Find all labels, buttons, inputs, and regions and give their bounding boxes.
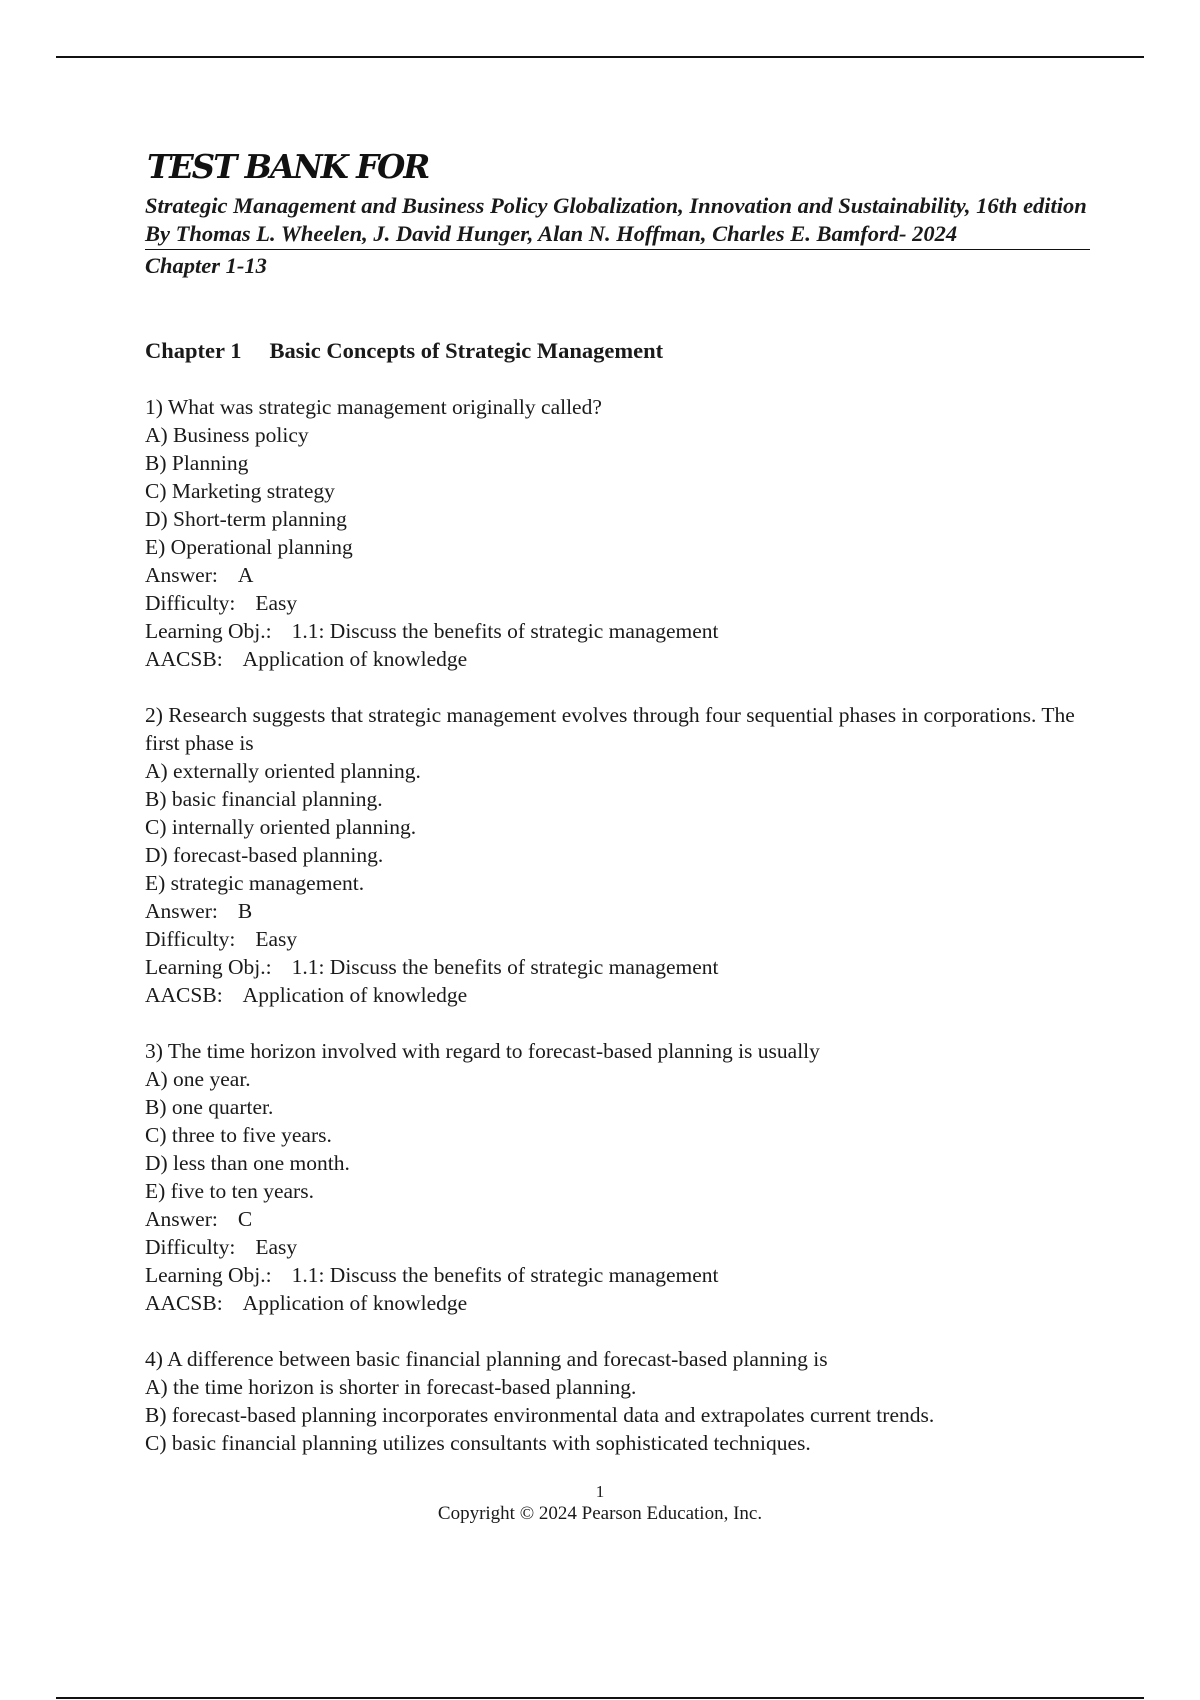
answer-option: E) five to ten years. xyxy=(145,1179,314,1203)
objective-label: Learning Obj.: xyxy=(145,955,272,979)
answer-option: C) Marketing strategy xyxy=(145,479,335,503)
answer-option: D) less than one month. xyxy=(145,1151,350,1175)
answer-option: B) one quarter. xyxy=(145,1095,274,1119)
difficulty-line xyxy=(145,589,1095,617)
answer-line xyxy=(145,897,1095,925)
chapter-number: Chapter 1 xyxy=(145,338,242,363)
aacsb-label: AACSB: xyxy=(145,983,223,1007)
answer-option: B) Planning xyxy=(145,451,249,475)
bottom-rule xyxy=(56,1697,1144,1699)
answer-line xyxy=(145,561,1095,589)
chapter-heading xyxy=(145,337,1095,365)
difficulty-line xyxy=(145,925,1095,953)
objective-label: Learning Obj.: xyxy=(145,619,272,643)
answer-option: B) forecast-based planning incorporates environmental data and extrapolates current trends. xyxy=(145,1403,935,1427)
answer-option: A) the time horizon is shorter in forecast-based planning. xyxy=(145,1375,637,1399)
difficulty-value: Easy xyxy=(255,927,298,951)
banner-title: TEST BANK FOR xyxy=(147,147,429,186)
question-3 xyxy=(145,1037,1095,1317)
answer-option: D) Short-term planning xyxy=(145,507,347,531)
difficulty-label: Difficulty: xyxy=(145,927,236,951)
page-number: 1 xyxy=(595,1482,605,1501)
question-1 xyxy=(145,393,1095,673)
top-rule xyxy=(56,56,1144,58)
chapter-range: Chapter 1-13 xyxy=(145,253,267,278)
objective-line xyxy=(145,1261,1095,1289)
aacsb-label: AACSB: xyxy=(145,647,223,671)
objective-label: Learning Obj.: xyxy=(145,1263,272,1287)
answer-value: A xyxy=(237,563,254,587)
aacsb-line xyxy=(145,1289,1095,1317)
difficulty-value: Easy xyxy=(255,591,298,615)
aacsb-value: Application of knowledge xyxy=(242,983,468,1007)
book-title: Strategic Management and Business Policy Globalization, Innovation and Sustainability, 16th edition By Thomas L. Wheelen, J. David Hunger, Alan N. Hoffman, Charles E. Bamford- 2024 xyxy=(145,192,1090,250)
answer-option: A) externally oriented planning. xyxy=(145,759,421,783)
aacsb-value: Application of knowledge xyxy=(242,647,468,671)
question-stem: 3) The time horizon involved with regard to forecast-based planning is usually xyxy=(145,1039,820,1063)
answer-option: D) forecast-based planning. xyxy=(145,843,384,867)
aacsb-value: Application of knowledge xyxy=(242,1291,468,1315)
objective-line xyxy=(145,617,1095,645)
document-page xyxy=(145,147,1095,1457)
answer-value: C xyxy=(237,1207,253,1231)
question-4 xyxy=(145,1345,1095,1457)
answer-label: Answer: xyxy=(145,1207,218,1231)
answer-option: C) basic financial planning utilizes consultants with sophisticated techniques. xyxy=(145,1431,811,1455)
answer-value: B xyxy=(237,899,253,923)
difficulty-label: Difficulty: xyxy=(145,591,236,615)
difficulty-line xyxy=(145,1233,1095,1261)
question-stem: 2) Research suggests that strategic management evolves through four sequential phases in corporations. The first phase is xyxy=(145,703,1075,755)
objective-value: 1.1: Discuss the benefits of strategic management xyxy=(291,619,719,643)
chapter-name: Basic Concepts of Strategic Management xyxy=(269,338,664,363)
answer-option: B) basic financial planning. xyxy=(145,787,383,811)
question-2 xyxy=(145,701,1095,1009)
answer-label: Answer: xyxy=(145,563,218,587)
answer-option: E) strategic management. xyxy=(145,871,365,895)
answer-option: A) one year. xyxy=(145,1067,251,1091)
objective-line xyxy=(145,953,1095,981)
question-stem: 1) What was strategic management originally called? xyxy=(145,395,602,419)
copyright-notice: Copyright © 2024 Pearson Education, Inc. xyxy=(437,1503,763,1524)
objective-value: 1.1: Discuss the benefits of strategic management xyxy=(291,955,719,979)
question-stem: 4) A difference between basic financial planning and forecast-based planning is xyxy=(145,1347,828,1371)
aacsb-label: AACSB: xyxy=(145,1291,223,1315)
answer-option: E) Operational planning xyxy=(145,535,353,559)
aacsb-line xyxy=(145,981,1095,1009)
answer-label: Answer: xyxy=(145,899,218,923)
objective-value: 1.1: Discuss the benefits of strategic management xyxy=(291,1263,719,1287)
difficulty-value: Easy xyxy=(255,1235,298,1259)
answer-option: C) internally oriented planning. xyxy=(145,815,417,839)
aacsb-line xyxy=(145,645,1095,673)
answer-option: A) Business policy xyxy=(145,423,309,447)
answer-line xyxy=(145,1205,1095,1233)
answer-option: C) three to five years. xyxy=(145,1123,332,1147)
difficulty-label: Difficulty: xyxy=(145,1235,236,1259)
